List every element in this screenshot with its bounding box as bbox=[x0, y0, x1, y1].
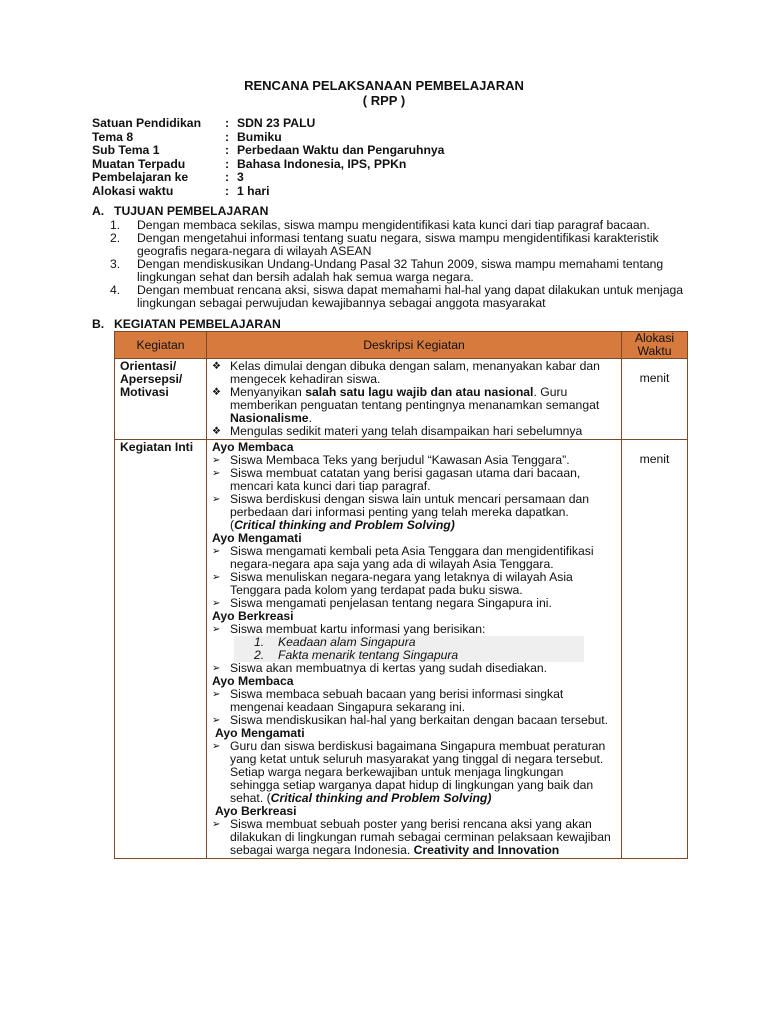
meta-row: Muatan Terpadu : Bahasa Indonesia, IPS, PPKn bbox=[92, 156, 407, 171]
arrow-bullet-icon: ➢ bbox=[212, 689, 221, 700]
column-header-deskripsi: Deskripsi Kegiatan bbox=[207, 332, 622, 359]
list-item: 3. Dengan mendiskusikan Undang-Undang Pasal 32 Tahun 2009, siswa mampu memahami tentang lingkungan sehat dan bersih adalah hak semua warga negara. bbox=[110, 257, 664, 284]
column-header-kegiatan: Kegiatan bbox=[115, 332, 207, 359]
arrow-bullet-icon: ➢ bbox=[212, 572, 221, 583]
objectives-list bbox=[110, 219, 690, 310]
arrow-bullet-icon: ➢ bbox=[212, 494, 221, 505]
meta-row: Pembelajaran ke : 3 bbox=[92, 170, 244, 185]
subheading: Ayo Membaca bbox=[212, 440, 294, 454]
activity-description bbox=[207, 359, 622, 440]
diamond-bullet-icon: ❖ bbox=[212, 387, 221, 398]
list-item: ➢ Siswa mendiskusikan hal-hal yang berkaitan dengan bacaan tersebut. bbox=[212, 713, 609, 727]
list-item: ➢ Siswa membuat sebuah poster yang berisi rencana aksi yang akan dilakukan di lingkungan rumah sebagai cerminan pelaksaan kewajiban sebagai warga negara Indonesia. Creativity and Innovation bbox=[212, 817, 611, 857]
card-content-list bbox=[234, 636, 584, 662]
arrow-bullet-icon: ➢ bbox=[212, 598, 221, 609]
list-item: ➢ Siswa menuliskan negara-negara yang letaknya di wilayah Asia Tenggara pada kolom yang terdapat pada buku siswa. bbox=[212, 570, 573, 597]
arrow-bullet-icon: ➢ bbox=[212, 546, 221, 557]
list-item: ➢ Guru dan siswa berdiskusi bagaimana Singapura membuat peraturan yang ketat untuk seluruh masyarakat yang tinggal di negara tersebut. Setiap warga negara berkewajiban untuk menjaga lingkungan sehingga setiap warganya dapat hidup di lingkungan yang baik dan sehat. (Critical thinking and Problem Solving) bbox=[212, 739, 606, 805]
arrow-bullet-icon: ➢ bbox=[212, 624, 221, 635]
arrow-bullet-icon: ➢ bbox=[212, 455, 221, 466]
arrow-bullet-icon: ➢ bbox=[212, 663, 221, 674]
diamond-bullet-icon: ❖ bbox=[212, 426, 221, 437]
meta-row: Satuan Pendidikan : SDN 23 PALU bbox=[92, 116, 316, 130]
list-item: ➢ Siswa membaca sebuah bacaan yang berisi informasi singkat mengenai keadaan Singapura sekarang ini. bbox=[212, 687, 564, 714]
table-header-row bbox=[115, 332, 688, 359]
meta-row: Tema 8 : Bumiku bbox=[92, 129, 282, 144]
activity-description bbox=[207, 440, 622, 859]
diamond-bullet-icon: ❖ bbox=[212, 361, 221, 372]
document-title: RENCANA PELAKSANAAN PEMBELAJARAN bbox=[244, 78, 524, 93]
list-item: ➢ Siswa mengamati kembali peta Asia Tenggara dan mengidentifikasi negara-negara apa saja yang ada di wilayah Asia Tenggara. bbox=[212, 544, 594, 571]
arrow-bullet-icon: ➢ bbox=[212, 468, 221, 479]
time-allocation: menit bbox=[622, 359, 688, 440]
subheading: Ayo Mengamati bbox=[212, 531, 302, 545]
subheading: Ayo Berkreasi bbox=[212, 609, 294, 623]
list-item: ➢ Siswa berdiskusi dengan siswa lain untuk mencari persamaan dan perbedaan dari informasi penting yang telah mereka dapatkan. (Critical thinking and Problem Solving) bbox=[212, 492, 590, 532]
arrow-bullet-icon: ➢ bbox=[212, 819, 221, 830]
column-header-alokasi: Alokasi Waktu bbox=[622, 332, 688, 359]
table-row bbox=[115, 359, 688, 440]
list-item: ❖ Kelas dimulai dengan dibuka dengan salam, menanyakan kabar dan mengecek kehadiran siswa. bbox=[212, 359, 600, 386]
list-item: ❖ Mengulas sedikit materi yang telah disampaikan hari sebelumnya bbox=[212, 424, 583, 438]
list-item: ➢ Siswa mengamati penjelasan tentang negara Singapura ini. bbox=[212, 596, 552, 610]
list-item: 1. Keadaan alam Singapura bbox=[254, 635, 416, 649]
list-item: ➢ Siswa Membaca Teks yang berjudul “Kawasan Asia Tenggara”. bbox=[212, 453, 570, 467]
table-row bbox=[115, 440, 688, 859]
list-item: 2. Fakta menarik tentang Singapura bbox=[254, 648, 459, 662]
meta-row: Alokasi waktu : 1 hari bbox=[92, 183, 270, 198]
list-item: ➢ Siswa membuat catatan yang berisi gagasan utama dari bacaan, mencari kata kunci dari tiap paragraf. bbox=[212, 466, 581, 493]
identity-block bbox=[92, 117, 444, 199]
list-item: 4. Dengan membuat rencana aksi, siswa dapat memahami hal-hal yang dapat dilakukan untuk menjaga lingkungan sebagai perwujudan kewajibannya sebagai anggota masyarakat bbox=[110, 283, 684, 310]
activity-label: Orientasi/ Apersepsi/ Motivasi bbox=[115, 359, 207, 440]
document-subtitle: ( RPP ) bbox=[362, 93, 406, 108]
arrow-bullet-icon: ➢ bbox=[212, 741, 221, 752]
subheading: Ayo Membaca bbox=[212, 674, 294, 688]
subheading: Ayo Mengamati bbox=[215, 726, 305, 740]
list-item: 2. Dengan mengetahui informasi tentang suatu negara, siswa mampu mengidentifikasi karakteristik geografis negara-negara di wilayah ASEAN bbox=[110, 231, 659, 258]
activities-table bbox=[114, 331, 688, 859]
section-b-heading: B. KEGIATAN PEMBELAJARAN bbox=[92, 317, 281, 331]
arrow-bullet-icon: ➢ bbox=[212, 715, 221, 726]
activity-label: Kegiatan Inti bbox=[115, 440, 207, 859]
list-item: ❖ Menyanyikan salah satu lagu wajib dan atau nasional. Guru memberikan penguatan tentang pentingnya menanamkan semangat Nasionalisme. bbox=[212, 385, 600, 425]
list-item: ➢ Siswa membuat kartu informasi yang berisikan: bbox=[212, 622, 486, 636]
list-item: 1. Dengan membaca sekilas, siswa mampu mengidentifikasi kata kunci dari tiap paragraf bacaan. bbox=[110, 218, 650, 232]
list-item: ➢ Siswa akan membuatnya di kertas yang sudah disediakan. bbox=[212, 661, 548, 675]
time-allocation: menit bbox=[622, 440, 688, 859]
meta-row: Sub Tema 1 : Perbedaan Waktu dan Pengaruhnya bbox=[92, 143, 445, 158]
subheading: Ayo Berkreasi bbox=[215, 804, 297, 818]
section-a-heading: A. TUJUAN PEMBELAJARAN bbox=[92, 204, 269, 218]
